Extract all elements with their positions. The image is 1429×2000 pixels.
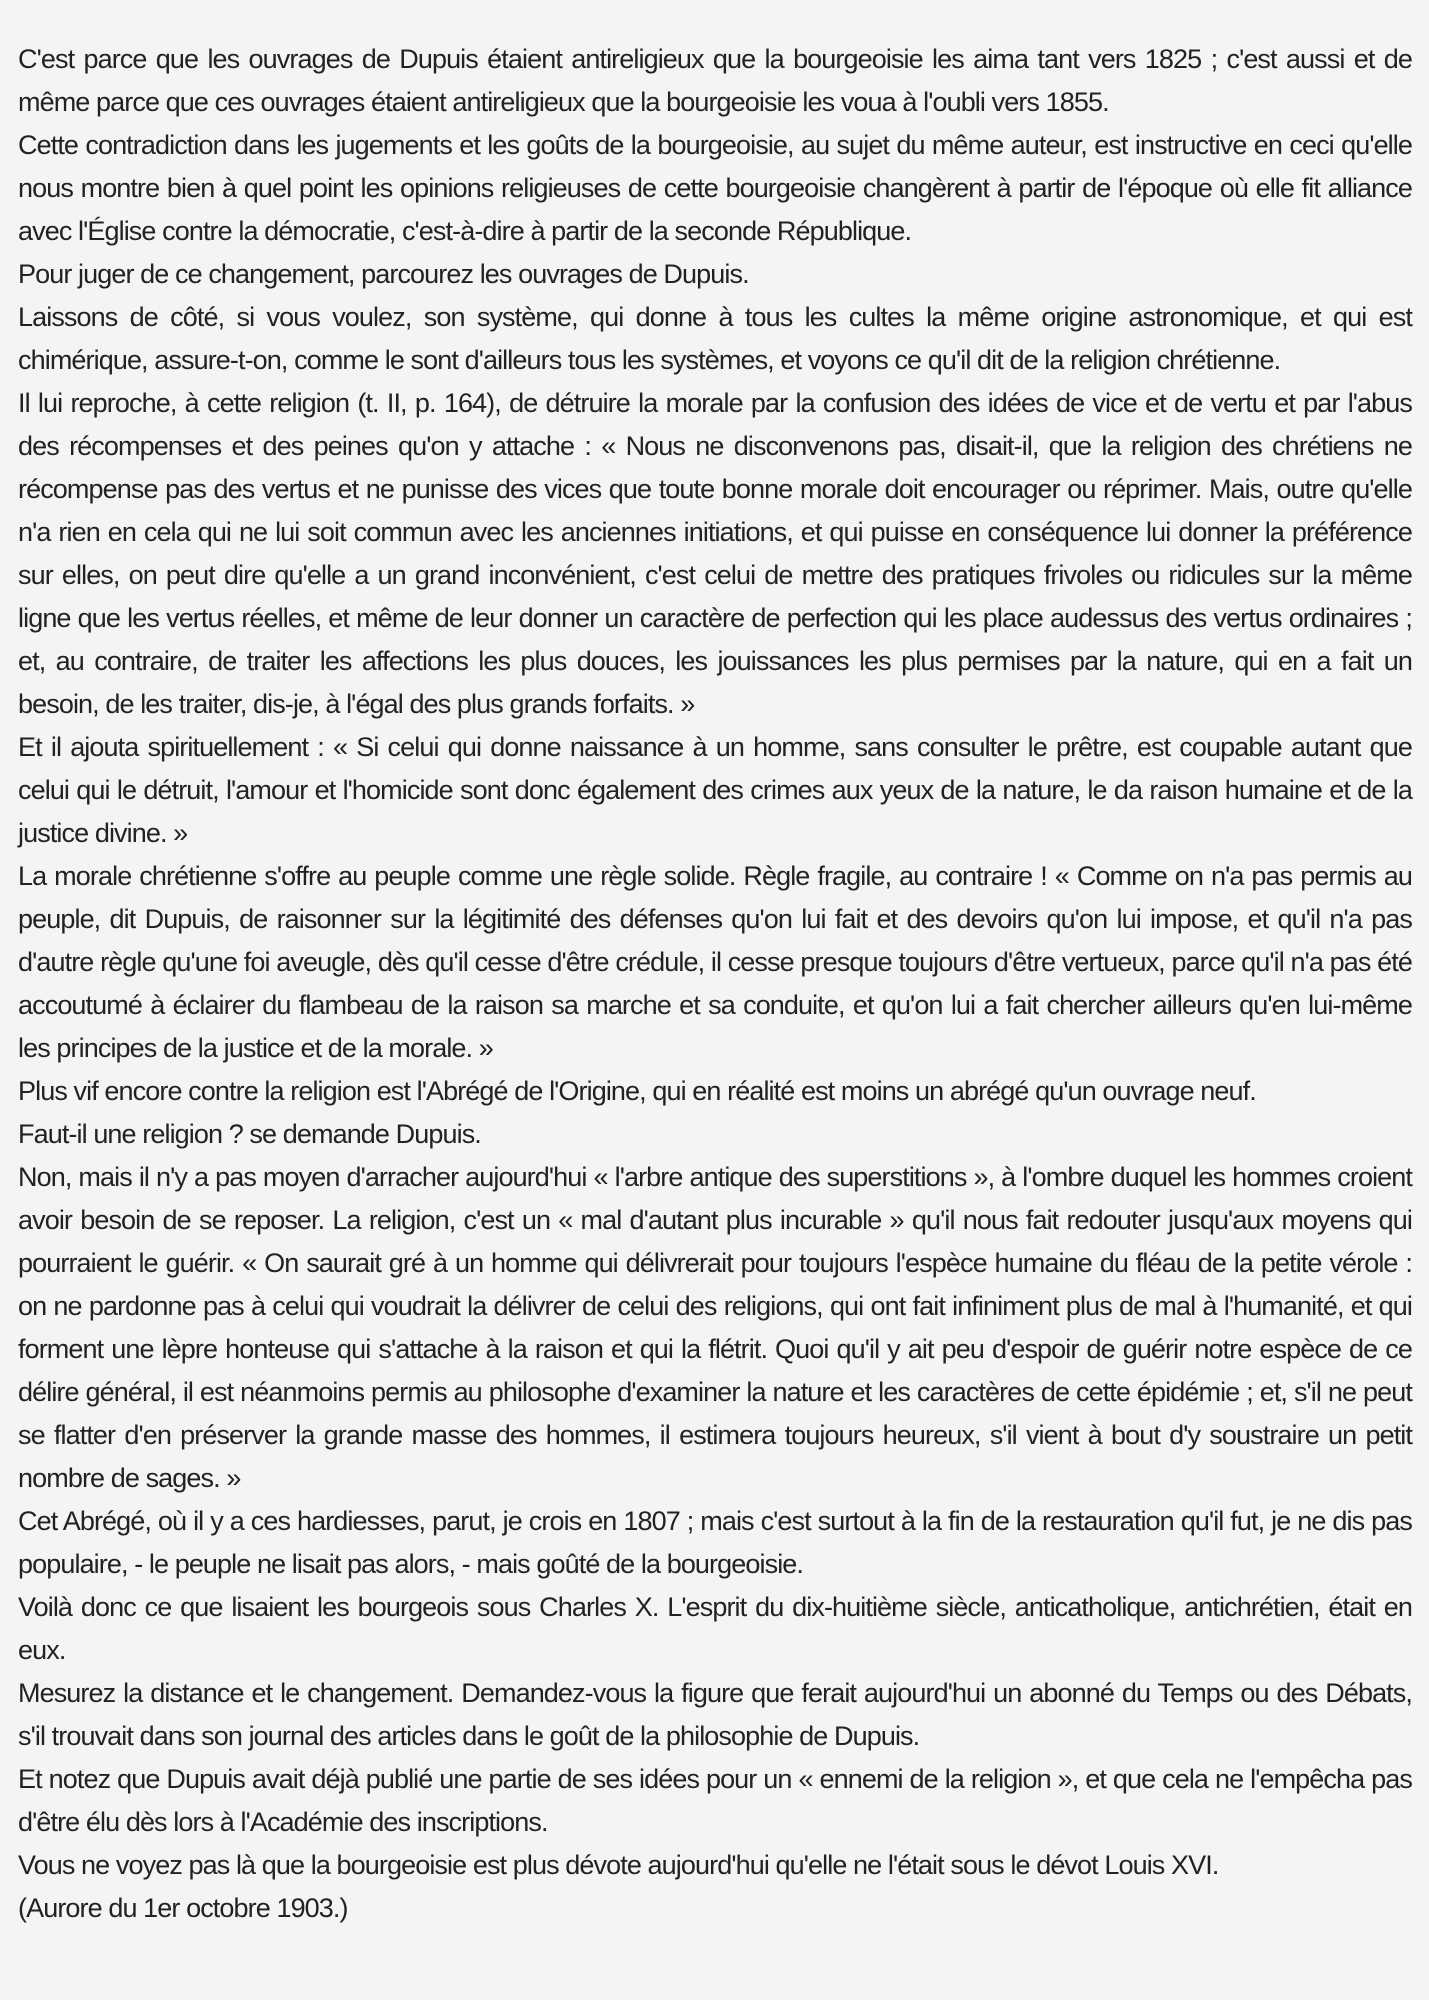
paragraph-14: Et notez que Dupuis avait déjà publié une partie de ses idées pour un « ennemi de la religion », et que cela ne l'empêcha pas d'être élu dès lors à l'Académie des inscriptions. [18, 1764, 1412, 1837]
paragraph-2: Cette contradiction dans les jugements et les goûts de la bourgeoisie, au sujet du même auteur, est instructive en ceci qu'elle nous montre bien à quel point les opinions religieuses de cette bourgeoisie changèrent à partir de l'époque où elle fit alliance avec l'Église contre la démocratie, c'est-à-dire à partir de la seconde République. [18, 130, 1412, 246]
paragraph-9: Faut-il une religion ? se demande Dupuis. [18, 1119, 481, 1149]
paragraph-15: Vous ne voyez pas là que la bourgeoisie est plus dévote aujourd'hui qu'elle ne l'était sous le dévot Louis XVI. [18, 1850, 1219, 1880]
paragraph-4: Laissons de côté, si vous voulez, son système, qui donne à tous les cultes la même origine astronomique, et qui est chimérique, assure-t-on, comme le sont d'ailleurs tous les systèmes, et voyons ce qu'il dit de la religion chrétienne. [18, 302, 1412, 375]
paragraph-8: Plus vif encore contre la religion est l'Abrégé de l'Origine, qui en réalité est moins un abrégé qu'un ouvrage neuf. [18, 1076, 1256, 1106]
paragraph-5: Il lui reproche, à cette religion (t. II, p. 164), de détruire la morale par la confusion des idées de vice et de vertu et par l'abus des récompenses et des peines qu'on y attache : « Nous ne disconvenons pas, disait-il, que la religion des chrétiens ne récompense pas des vertus et ne punisse des vices que toute bonne morale doit encourager ou réprimer. Mais, outre qu'elle n'a rien en cela qui ne lui soit commun avec les anciennes initiations, et qui puisse en conséquence lui donner la préférence sur elles, on peut dire qu'elle a un grand inconvénient, c'est celui de mettre des pratiques frivoles ou ridicules sur la même ligne que les vertus réelles, et même de leur donner un caractère de perfection qui les place audessus des vertus ordinaires ; et, au contraire, de traiter les affections les plus douces, les jouissances les plus permises par la nature, qui en a fait un besoin, de les traiter, dis-je, à l'égal des plus grands forfaits. » [18, 388, 1412, 719]
paragraph-7: La morale chrétienne s'offre au peuple comme une règle solide. Règle fragile, au contraire ! « Comme on n'a pas permis au peuple, dit Dupuis, de raisonner sur la légitimité des défenses qu'on lui fait et des devoirs qu'on lui impose, et qu'il n'a pas d'autre règle qu'une foi aveugle, dès qu'il cesse d'être crédule, il cesse presque toujours d'être vertueux, parce qu'il n'a pas été accoutumé à éclairer du flambeau de la raison sa marche et sa conduite, et qu'on lui a fait chercher ailleurs qu'en lui-même les principes de la justice et de la morale. » [18, 861, 1412, 1063]
paragraph-6: Et il ajouta spirituellement : « Si celui qui donne naissance à un homme, sans consulter le prêtre, est coupable autant que celui qui le détruit, l'amour et l'homicide sont donc également des crimes aux yeux de la nature, le da raison humaine et de la justice divine. » [18, 732, 1412, 848]
paragraph-11: Cet Abrégé, où il y a ces hardiesses, parut, je crois en 1807 ; mais c'est surtout à la fin de la restauration qu'il fut, je ne dis pas populaire, - le peuple ne lisait pas alors, - mais goûté de la bourgeoisie. [18, 1506, 1412, 1579]
source-citation: (Aurore du 1er octobre 1903.) [18, 1893, 348, 1923]
document-body [18, 38, 1412, 1930]
paragraph-13: Mesurez la distance et le changement. Demandez-vous la figure que ferait aujourd'hui un abonné du Temps ou des Débats, s'il trouvait dans son journal des articles dans le goût de la philosophie de Dupuis. [18, 1678, 1412, 1751]
paragraph-12: Voilà donc ce que lisaient les bourgeois sous Charles X. L'esprit du dix-huitième siècle, anticatholique, antichrétien, était en eux. [18, 1592, 1412, 1665]
paragraph-3: Pour juger de ce changement, parcourez les ouvrages de Dupuis. [18, 259, 749, 289]
paragraph-1: C'est parce que les ouvrages de Dupuis étaient antireligieux que la bourgeoisie les aima tant vers 1825 ; c'est aussi et de même parce que ces ouvrages étaient antireligieux que la bourgeoisie les voua à l'oubli vers 1855. [18, 44, 1412, 117]
paragraph-10: Non, mais il n'y a pas moyen d'arracher aujourd'hui « l'arbre antique des superstitions », à l'ombre duquel les hommes croient avoir besoin de se reposer. La religion, c'est un « mal d'autant plus incurable » qu'il nous fait redouter jusqu'aux moyens qui pourraient le guérir. « On saurait gré à un homme qui délivrerait pour toujours l'espèce humaine du fléau de la petite vérole : on ne pardonne pas à celui qui voudrait la délivrer de celui des religions, qui ont fait infiniment plus de mal à l'humanité, et qui forment une lèpre honteuse qui s'attache à la raison et qui la flétrit. Quoi qu'il y ait peu d'espoir de guérir notre espèce de ce délire général, il est néanmoins permis au philosophe d'examiner la nature et les caractères de cette épidémie ; et, s'il ne peut se flatter d'en préserver la grande masse des hommes, il estimera toujours heureux, s'il vient à bout d'y soustraire un petit nombre de sages. » [18, 1162, 1412, 1493]
